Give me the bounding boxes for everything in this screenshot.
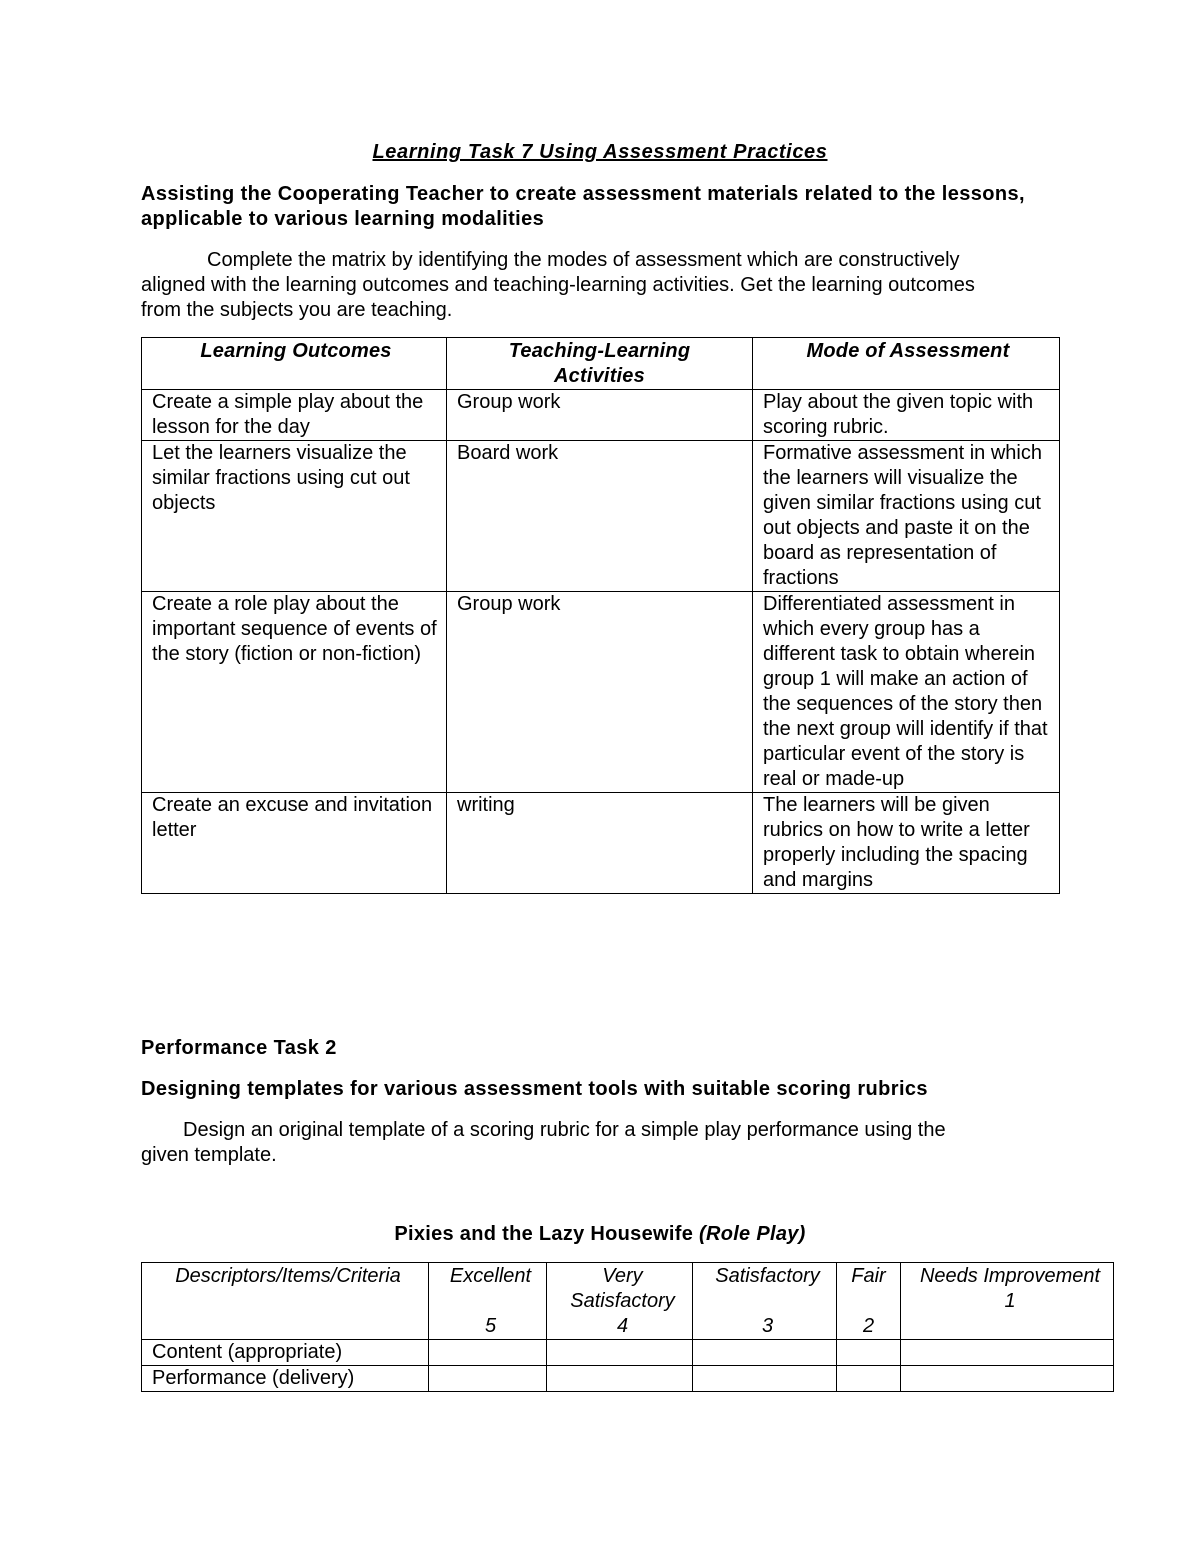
rubric-score-cell[interactable] [837,1366,901,1392]
rubric-column-label: Fair [851,1265,886,1287]
rubric-header-satisfactory [693,1263,837,1340]
instructions-line: aligned with the learning outcomes and teaching-learning activities. Get the learning outcomes [141,274,975,296]
rubric-criterion: Performance (delivery) [142,1366,429,1392]
rubric-title [0,1223,1200,1246]
header-teaching-learning-activities: Teaching-Learning Activities [447,338,753,390]
rubric-score-cell[interactable] [429,1340,547,1366]
table-row [142,441,1060,592]
table-row [142,390,1060,441]
rubric-title-sub: (Role Play) [698,1223,806,1245]
rubric-header-needs-improvement [901,1263,1114,1340]
instructions-line: given template. [141,1144,277,1166]
rubric-title-main: Pixies and the Lazy Housewife [394,1223,699,1245]
rubric-column-score: 2 [862,1315,875,1337]
task-title: Learning Task 7 Using Assessment Practices [372,141,828,163]
activity-cell: writing [447,793,753,894]
task-instructions [141,248,1056,323]
rubric-column-label: Needs Improvement [919,1265,1101,1287]
assessment-matrix [141,337,1060,894]
performance-instructions [141,1118,1056,1168]
instructions-line: Complete the matrix by identifying the modes of assessment which are constructively [207,249,960,271]
assessment-cell: Play about the given topic with scoring rubric. [753,390,1060,441]
instructions-line: Design an original template of a scoring rubric for a simple play performance using the [183,1119,946,1141]
rubric-score-cell[interactable] [693,1366,837,1392]
rubric-score-cell[interactable] [693,1340,837,1366]
outcome-cell: Let the learners visualize the similar fractions using cut out objects [142,441,447,592]
rubric-score-cell[interactable] [429,1366,547,1392]
performance-task-label: Performance Task 2 [141,1037,337,1059]
rubric-column-score: 5 [484,1315,497,1337]
rubric-column-score: 3 [761,1315,774,1337]
rubric-header-very-satisfactory [547,1263,693,1340]
table-row [142,793,1060,894]
rubric-column-label: Satisfactory [715,1265,820,1287]
activity-cell: Group work [447,390,753,441]
activity-cell: Board work [447,441,753,592]
assessment-cell: Differentiated assessment in which every group has a different task to obtain wherein group 1 will make an action of the sequences of the story then the next group will identify if that particular event of the story is real or made-up [753,592,1060,793]
task-heading-line: Assisting the Cooperating Teacher to create assessment materials related to the lessons, [141,183,1026,205]
outcome-cell: Create an excuse and invitation letter [142,793,447,894]
rubric-column-score: 1 [1004,1290,1016,1312]
header-mode-of-assessment: Mode of Assessment [753,338,1060,390]
rubric-score-cell[interactable] [547,1340,693,1366]
outcome-cell: Create a simple play about the lesson for the day [142,390,447,441]
task-heading [141,182,1081,232]
rubric-score-cell[interactable] [837,1340,901,1366]
matrix-header-row [142,338,1060,390]
rubric-score-cell[interactable] [901,1340,1114,1366]
table-row [142,592,1060,793]
rubric-score-cell[interactable] [547,1366,693,1392]
rubric-criterion: Content (appropriate) [142,1340,429,1366]
task-heading-line: applicable to various learning modalities [141,208,545,230]
outcome-cell: Create a role play about the important sequence of events of the story (fiction or non-fiction) [142,592,447,793]
table-row [142,1366,1114,1392]
assessment-cell: The learners will be given rubrics on how to write a letter properly including the spacing and margins [753,793,1060,894]
rubric-score-cell[interactable] [901,1366,1114,1392]
rubric-column-label: Very Satisfactory [570,1265,675,1312]
table-row [142,1340,1114,1366]
rubric-header-fair [837,1263,901,1340]
rubric-column-label: Excellent [449,1265,532,1287]
rubric-column-score: 4 [616,1315,629,1337]
instructions-line: from the subjects you are teaching. [141,299,453,321]
rubric-column-label: Descriptors/Items/Criteria [175,1265,401,1287]
activity-cell: Group work [447,592,753,793]
header-learning-outcomes: Learning Outcomes [142,338,447,390]
rubric-header-excellent [429,1263,547,1340]
assessment-cell: Formative assessment in which the learners will visualize the given similar fractions using cut out objects and paste it on the board as representation of fractions [753,441,1060,592]
performance-task-heading: Designing templates for various assessment tools with suitable scoring rubrics [141,1078,928,1100]
rubric-header-criteria [142,1263,429,1340]
rubric-header-row [142,1263,1114,1340]
scoring-rubric-table [141,1262,1114,1392]
